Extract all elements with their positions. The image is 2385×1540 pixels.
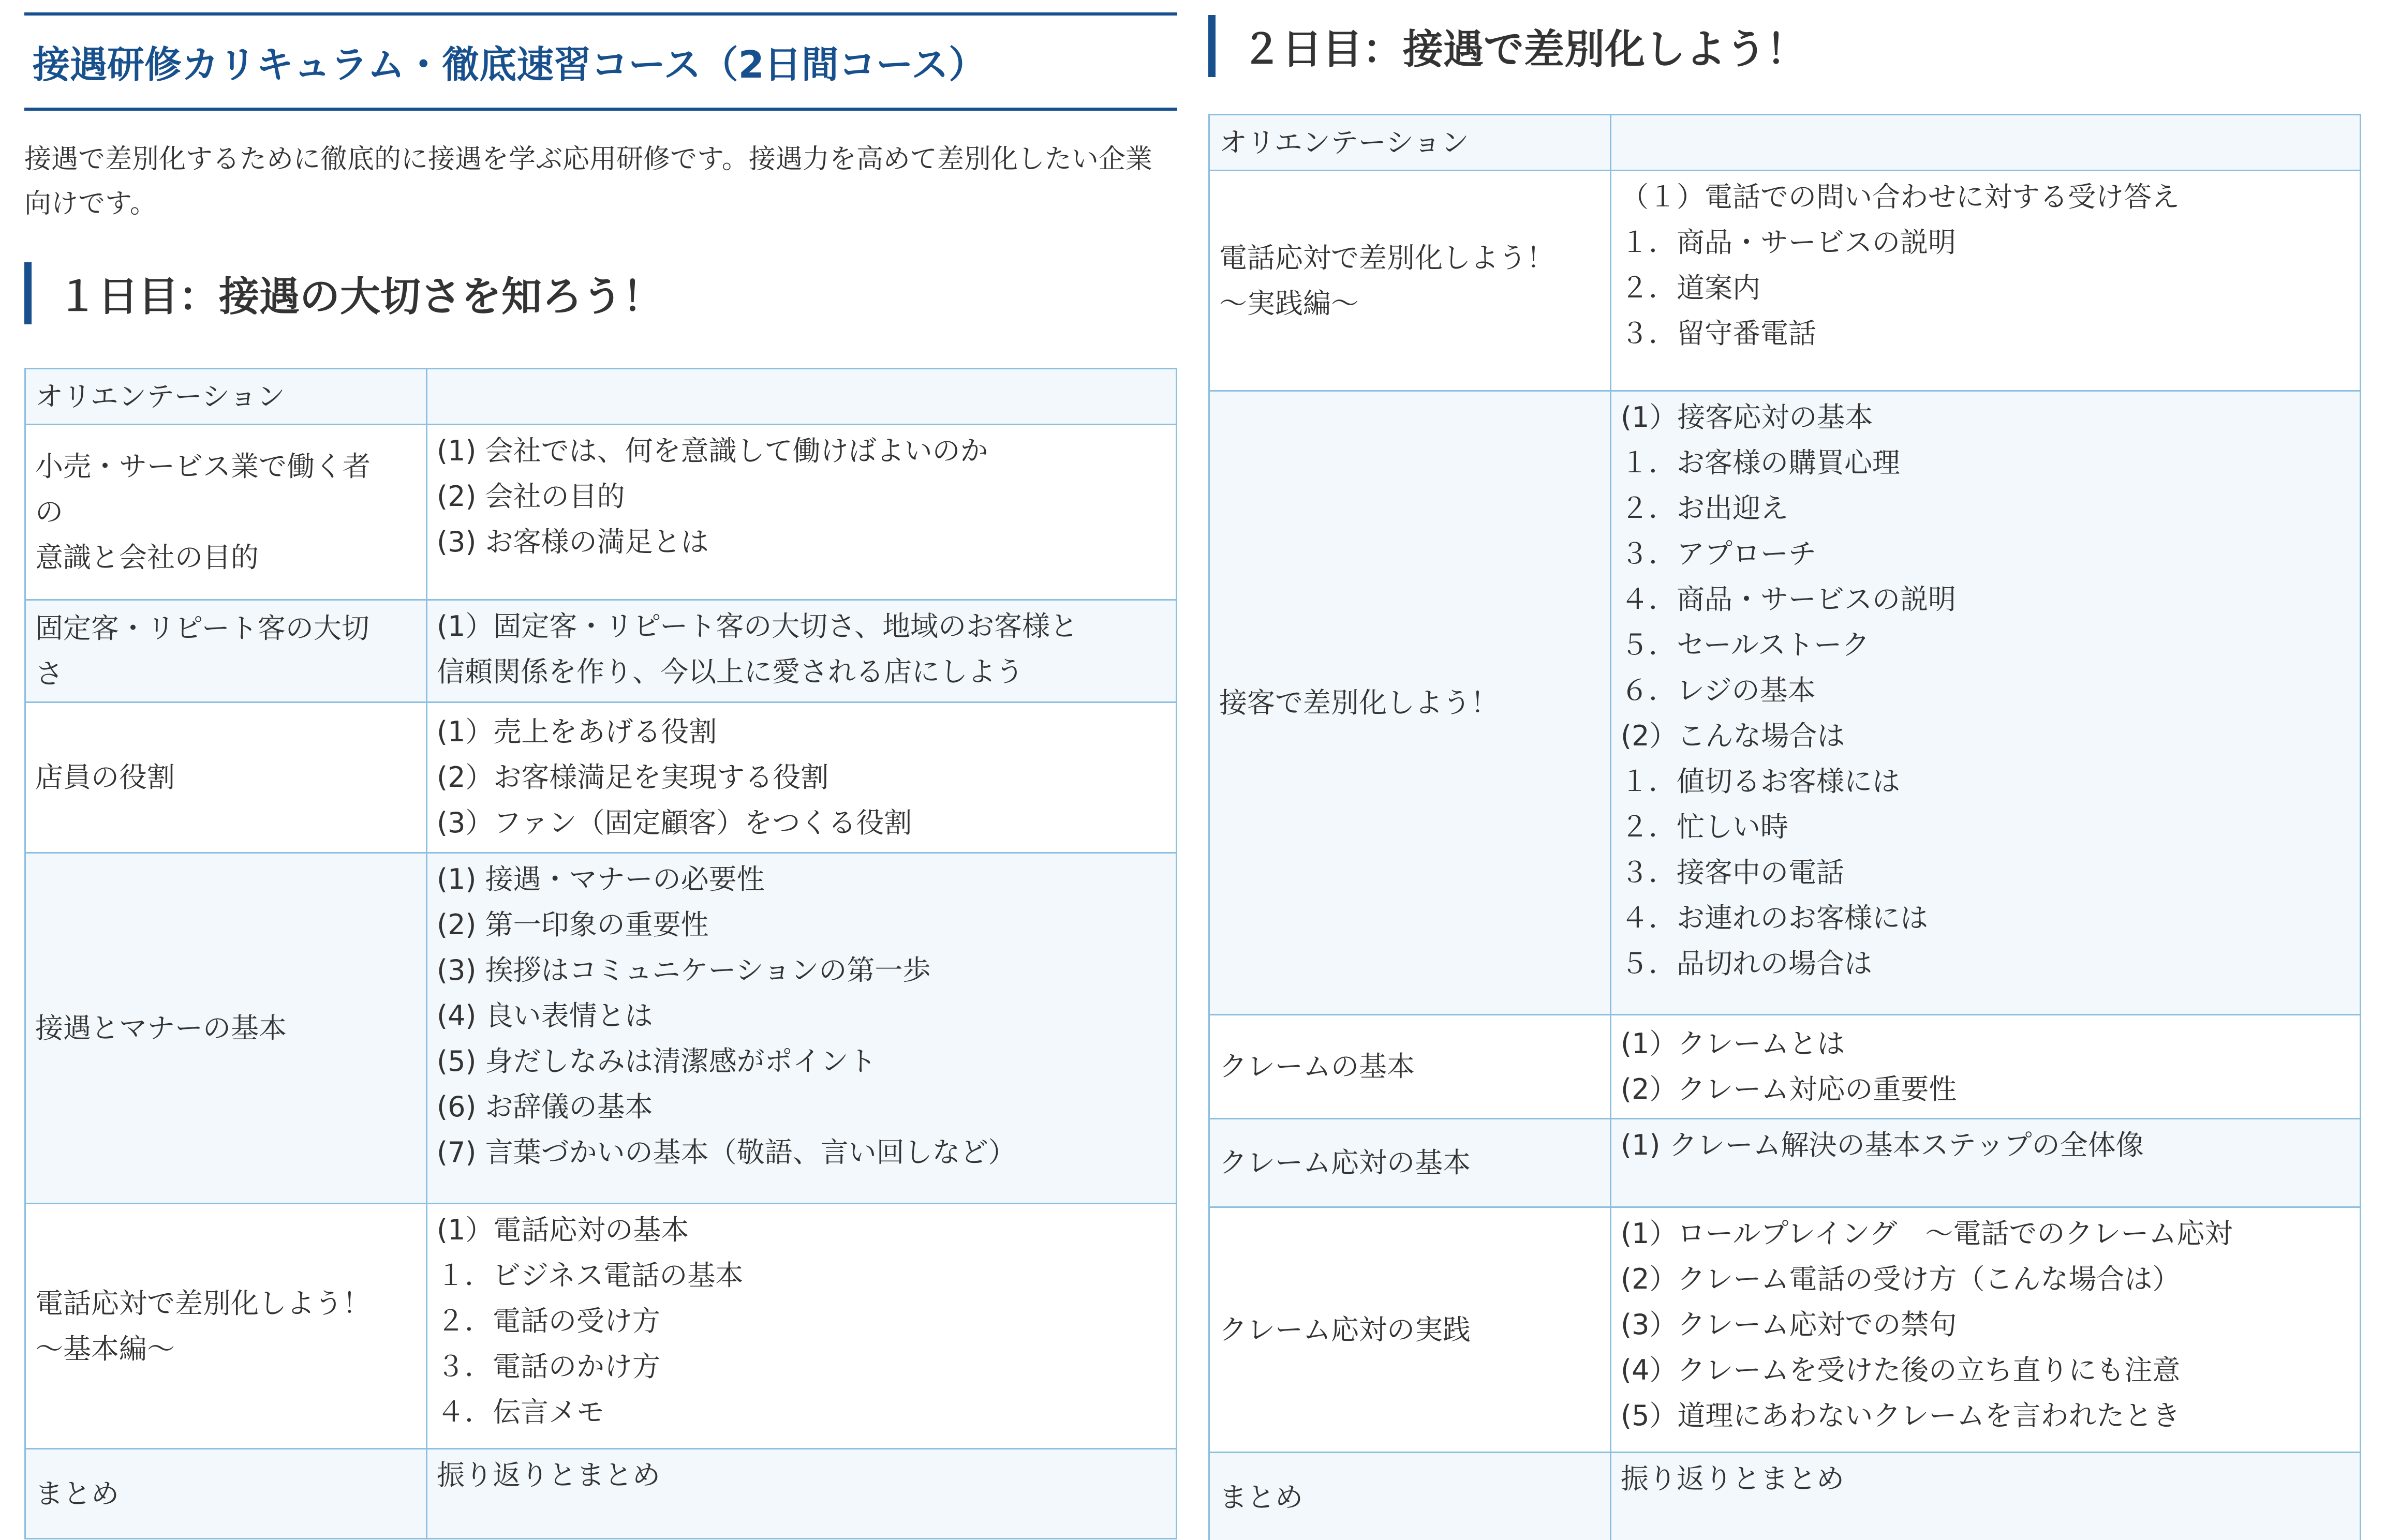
- session-content-line: ４．伝言メモ: [437, 1396, 604, 1428]
- session-content-line: (3）クレーム応対での禁句: [1621, 1308, 1957, 1341]
- session-content-line: (5) 身だしなみは清潔感がポイント: [437, 1045, 877, 1078]
- session-content-line: (1) 会社では、何を意識して働けばよいのか: [437, 435, 988, 467]
- session-title-line: 固定客・リピート客の大切: [35, 611, 369, 645]
- session-title-cell: [1209, 1119, 1611, 1207]
- table-row: [25, 369, 1177, 425]
- session-title-cell: [1209, 1453, 1611, 1540]
- table-row: [1209, 115, 2361, 171]
- table-row: [1209, 171, 2361, 391]
- session-title-line: 接遇とマナーの基本: [35, 1011, 287, 1044]
- table-row: [25, 702, 1177, 853]
- session-title-cell: [1209, 171, 1611, 391]
- session-content-line: ３．アプローチ: [1621, 537, 1816, 570]
- session-title-cell: [25, 369, 427, 425]
- session-content-cell: [427, 369, 1177, 425]
- session-title-line: 接客で差別化しよう！: [1219, 686, 1499, 719]
- session-content-cell: [1611, 171, 2361, 391]
- session-content-cell: [1611, 1119, 2361, 1207]
- session-content-line: １．商品・サービスの説明: [1621, 226, 1956, 259]
- session-content-line: (3) お客様の満足とは: [437, 526, 709, 558]
- table-row: [1209, 1119, 2361, 1207]
- session-title-cell: [1209, 115, 1611, 171]
- day1-heading: [24, 262, 1163, 324]
- session-title-line: クレームの基本: [1219, 1050, 1415, 1083]
- session-content-line: (1）電話応対の基本: [437, 1214, 689, 1246]
- course-title: 接遇研修カリキュラム・徹底速習コース（2日間コース）: [24, 12, 1177, 111]
- session-title-line: まとめ: [1219, 1481, 1303, 1514]
- table-row: [25, 600, 1177, 702]
- table-row: [25, 1204, 1177, 1449]
- session-title-line: ～実践編～: [1219, 287, 1359, 320]
- session-title-cell: [25, 1204, 427, 1449]
- table-row: [25, 425, 1177, 600]
- session-content-cell: [1611, 1453, 2361, 1540]
- session-content-line: （１）電話での問い合わせに対する受け答え: [1621, 181, 2180, 213]
- session-content-line: ２．お出迎え: [1621, 492, 1788, 525]
- session-content-line: (2）クレーム対応の重要性: [1621, 1073, 1957, 1105]
- day2-curriculum-table: [1208, 114, 2361, 1540]
- session-content-line: 振り返りとまとめ: [1621, 1462, 1844, 1495]
- session-title-line: 店員の役割: [35, 761, 175, 794]
- session-title-cell: [25, 600, 427, 702]
- session-content-cell: [427, 600, 1177, 702]
- session-title-line: 小売・サービス業で働く者: [35, 450, 371, 483]
- session-content-line: (2）こんな場合は: [1621, 720, 1845, 752]
- table-row: [1209, 1207, 2361, 1453]
- session-content-line: (1）クレームとは: [1621, 1027, 1845, 1060]
- session-title-line: 電話応対で差別化しよう！: [1219, 241, 1554, 274]
- session-title-line: まとめ: [35, 1477, 119, 1510]
- session-content-line: (1) 接遇・マナーの必要性: [437, 863, 765, 895]
- heading-accent-bar: [24, 262, 32, 324]
- session-title-line: 電話応対で差別化しよう！: [35, 1287, 371, 1320]
- session-title-cell: [1209, 1207, 1611, 1453]
- session-content-line: (1）ロールプレイング ～電話でのクレーム応対: [1621, 1217, 2233, 1250]
- session-content-line: (2) 会社の目的: [437, 480, 625, 513]
- day1-curriculum-table: [24, 368, 1177, 1539]
- session-title-cell: [25, 853, 427, 1204]
- session-content-cell: [1611, 391, 2361, 1015]
- session-content-line: ６．レジの基本: [1621, 674, 1816, 707]
- table-row: [1209, 1453, 2361, 1540]
- session-title-line: クレーム応対の基本: [1219, 1146, 1471, 1179]
- session-content-line: (1）売上をあげる役割: [437, 715, 717, 748]
- table-row: [1209, 1015, 2361, 1119]
- session-content-cell: [1611, 115, 2361, 171]
- session-content-line: (3) 挨拶はコミュニケーションの第一歩: [437, 954, 931, 986]
- session-title-cell: [25, 702, 427, 853]
- heading-accent-bar: [1208, 15, 1216, 77]
- table-row: [25, 1449, 1177, 1539]
- session-content-line: ２．忙しい時: [1621, 811, 1788, 843]
- session-title-line: オリエンテーション: [1219, 126, 1469, 159]
- session-content-cell: [427, 702, 1177, 853]
- session-content-line: (7) 言葉づかいの基本（敬語、言い回しなど）: [437, 1136, 1016, 1169]
- day2-heading-text: ２日目：接遇で差別化しよう！: [1241, 26, 1807, 73]
- session-content-line: (4）クレームを受けた後の立ち直りにも注意: [1621, 1354, 2181, 1386]
- session-content-cell: [427, 425, 1177, 600]
- session-content-line: １．値切るお客様には: [1621, 765, 1900, 798]
- session-content-line: ３．留守番電話: [1621, 317, 1816, 350]
- session-content-line: (2）お客様満足を実現する役割: [437, 761, 829, 794]
- session-title-cell: [25, 425, 427, 600]
- session-content-line: (2) 第一印象の重要性: [437, 908, 709, 941]
- session-content-line: (4) 良い表情とは: [437, 999, 653, 1032]
- table-row: [25, 853, 1177, 1204]
- session-title-cell: [1209, 391, 1611, 1015]
- session-content-line: (2）クレーム電話の受け方（こんな場合は）: [1621, 1263, 2181, 1295]
- session-title-line: ～基本編～: [35, 1332, 175, 1365]
- session-content-line: (6) お辞儀の基本: [437, 1090, 653, 1123]
- session-content-line: ３．接客中の電話: [1621, 856, 1844, 889]
- session-title-line: さ: [35, 657, 63, 690]
- session-content-line: ４．お連れのお客様には: [1621, 902, 1928, 934]
- session-title-line: 意識と会社の目的: [35, 541, 259, 574]
- session-content-line: ３．電話のかけ方: [437, 1350, 660, 1383]
- session-content-cell: [427, 1449, 1177, 1539]
- session-content-cell: [427, 853, 1177, 1204]
- session-content-line: 信頼関係を作り、今以上に愛される店にしよう: [437, 655, 1024, 688]
- session-title-line: の: [35, 496, 63, 528]
- session-content-line: (1) クレーム解決の基本ステップの全体像: [1621, 1129, 2144, 1161]
- session-content-line: (1）接客応対の基本: [1621, 401, 1873, 433]
- session-content-line: (1）固定客・リピート客の大切さ、地域のお客様と: [437, 610, 1078, 642]
- session-content-line: １．ビジネス電話の基本: [437, 1259, 744, 1292]
- session-content-line: (3）ファン（固定顧客）をつくる役割: [437, 806, 912, 839]
- session-title-line: オリエンテーション: [35, 380, 285, 413]
- session-content-line: ４．商品・サービスの説明: [1621, 583, 1956, 616]
- session-title-cell: [25, 1449, 427, 1539]
- session-content-line: ５．セールストーク: [1621, 629, 1870, 661]
- session-content-line: ２．電話の受け方: [437, 1305, 660, 1337]
- session-content-cell: [427, 1204, 1177, 1449]
- day2-heading: [1208, 15, 2347, 77]
- session-content-line: (5）道理にあわないクレームを言われたとき: [1621, 1399, 2181, 1432]
- session-content-line: １．お客様の購買心理: [1621, 446, 1900, 479]
- session-content-line: 振り返りとまとめ: [437, 1459, 660, 1491]
- session-title-cell: [1209, 1015, 1611, 1119]
- day1-heading-text: １日目：接遇の大切さを知ろう！: [57, 274, 663, 320]
- session-content-line: ２．道案内: [1621, 272, 1760, 304]
- session-content-line: ５．品切れの場合は: [1621, 947, 1872, 980]
- session-title-line: クレーム応対の実践: [1219, 1313, 1471, 1346]
- table-row: [1209, 391, 2361, 1015]
- session-content-cell: [1611, 1015, 2361, 1119]
- course-intro: 接遇で差別化するために徹底的に接遇を学ぶ応用研修です。接遇力を高めて差別化したい企業向けです。: [24, 144, 1152, 219]
- session-content-cell: [1611, 1207, 2361, 1453]
